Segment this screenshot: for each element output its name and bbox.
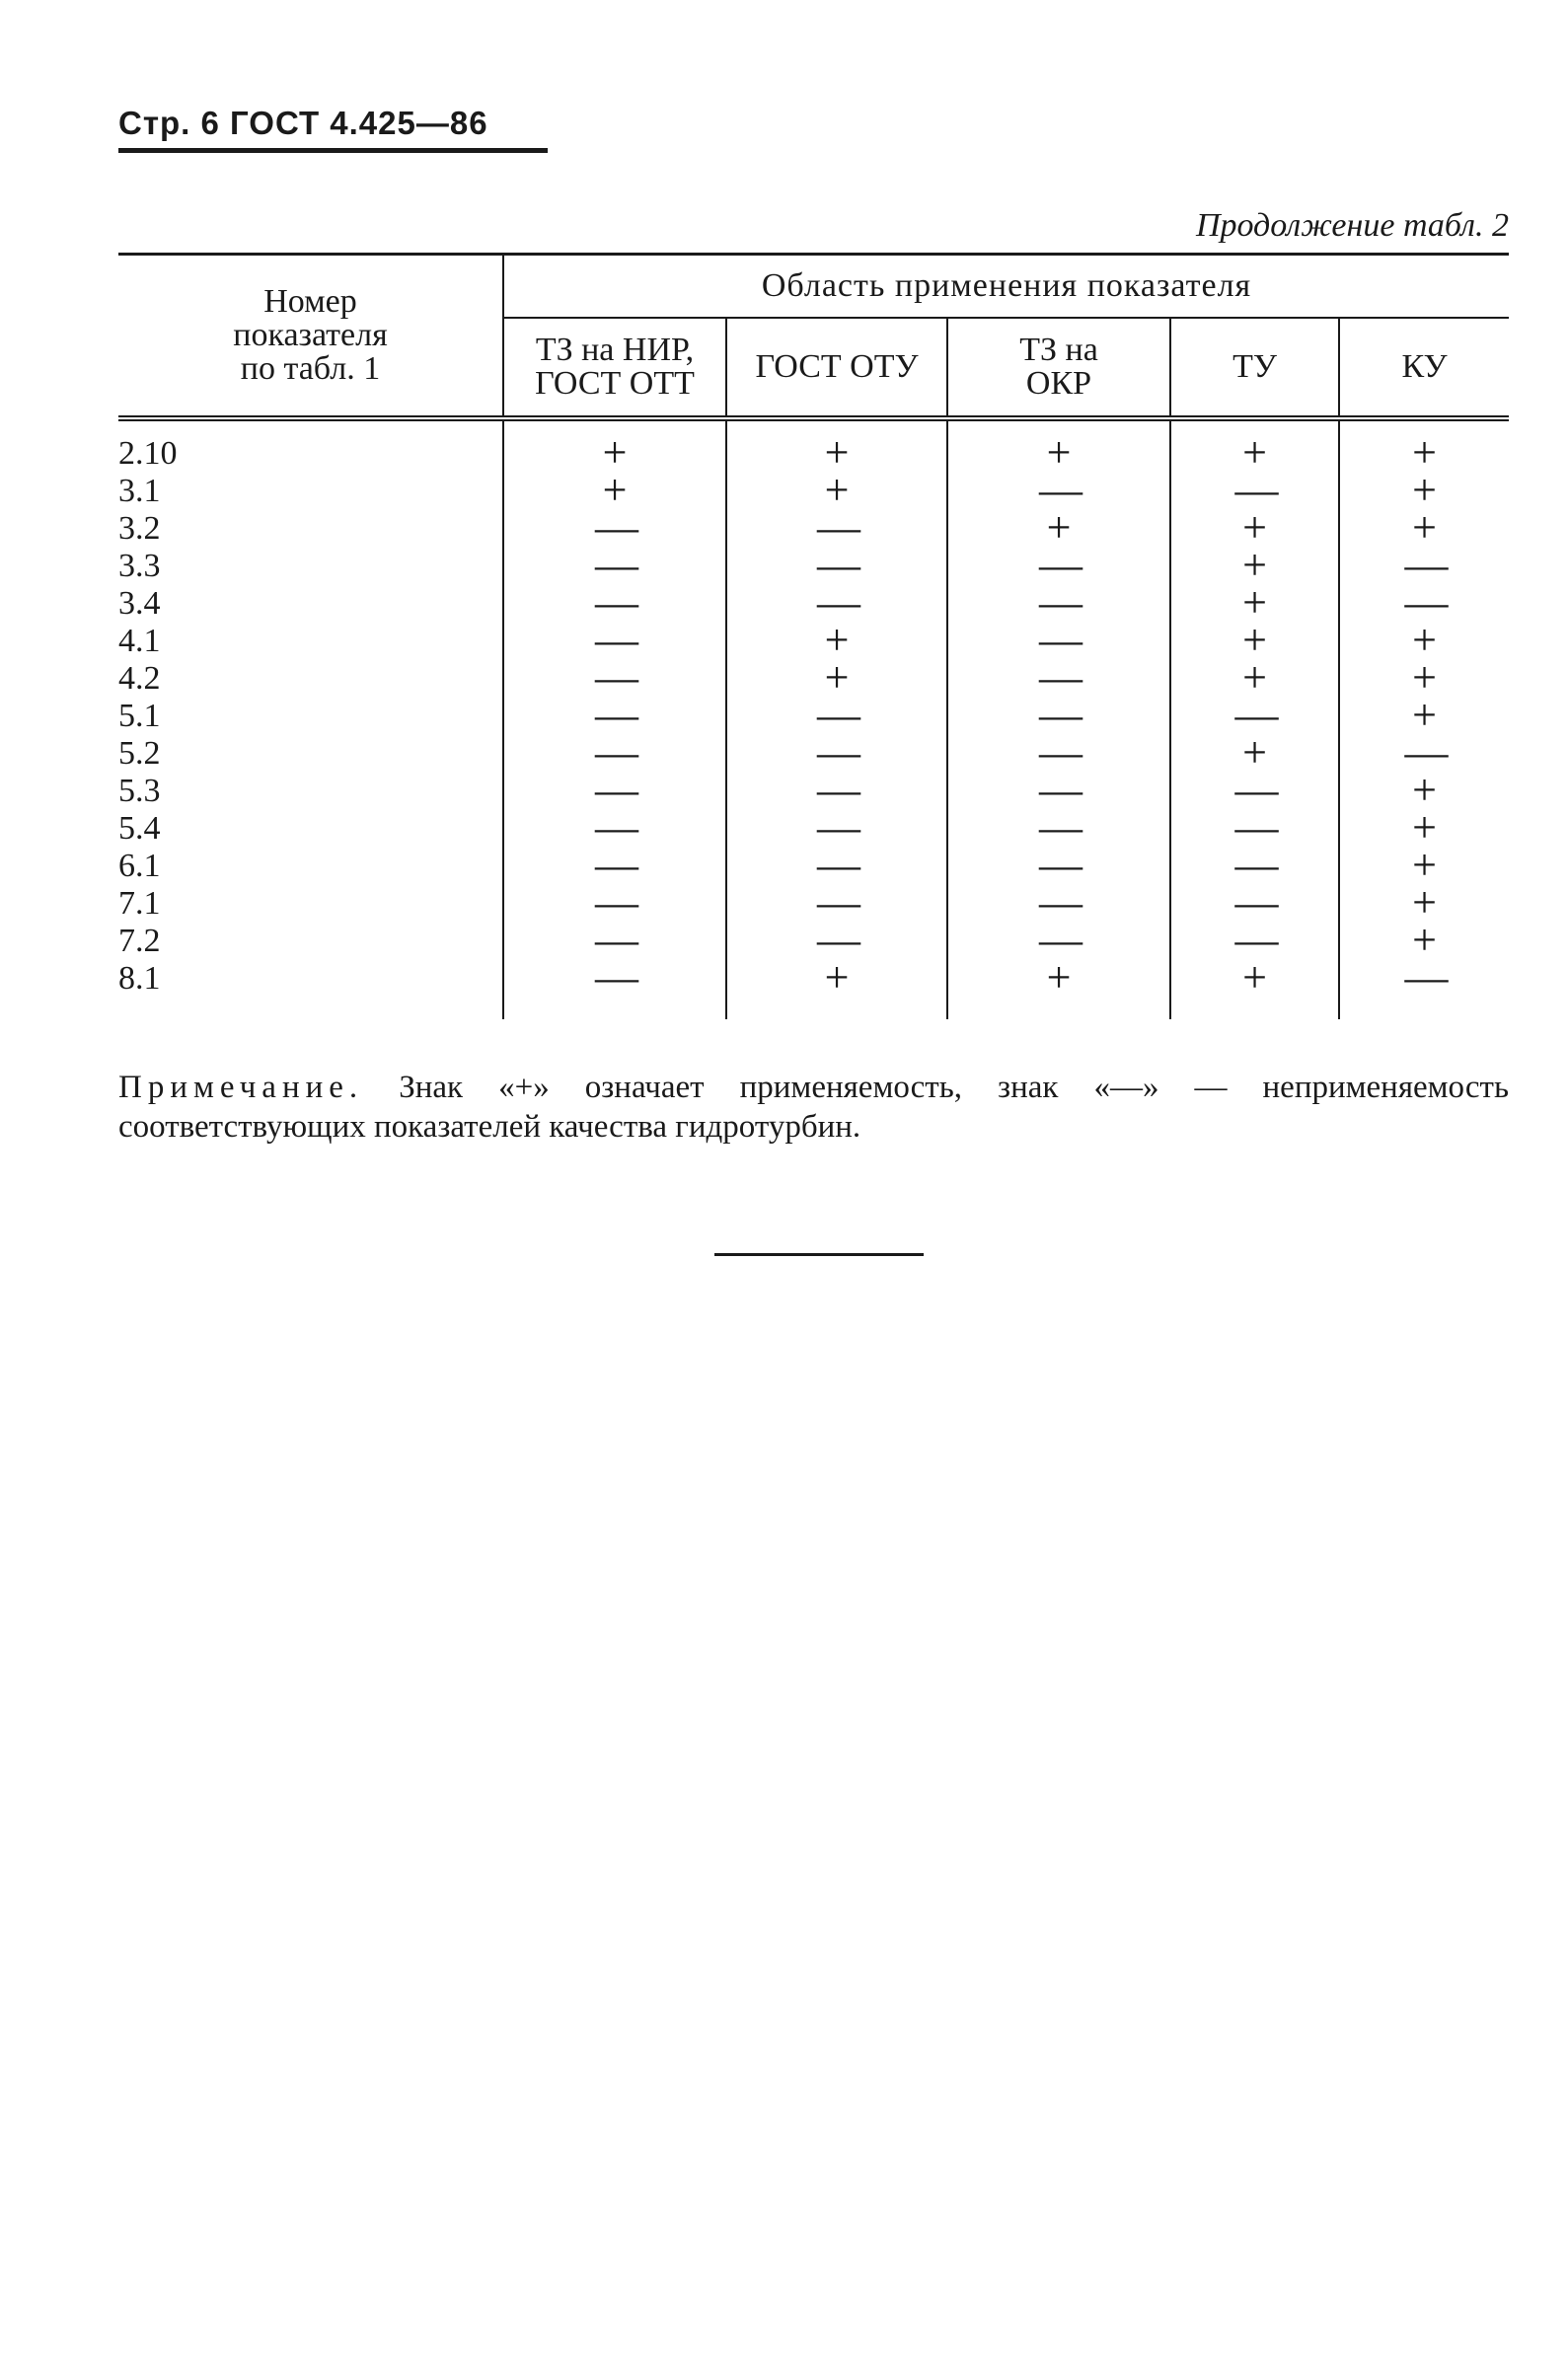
header-line: ГОСТ ОТУ bbox=[755, 348, 919, 385]
table-row bbox=[118, 698, 1509, 735]
applicability-sign: + bbox=[602, 466, 628, 514]
applicability-cell bbox=[1170, 953, 1339, 1019]
applicability-sign: — bbox=[1039, 691, 1083, 739]
applicability-sign: — bbox=[1404, 541, 1449, 589]
applicability-sign: — bbox=[595, 616, 638, 664]
applicability-sign: — bbox=[1039, 466, 1083, 514]
applicability-sign: — bbox=[595, 766, 638, 814]
applicability-sign: — bbox=[595, 803, 638, 852]
applicability-sign: — bbox=[1234, 878, 1279, 927]
applicability-sign: — bbox=[817, 766, 860, 814]
applicability-cell bbox=[947, 953, 1170, 1019]
indicator-number: 3.1 bbox=[118, 473, 503, 510]
applicability-sign: + bbox=[1412, 803, 1437, 852]
applicability-sign: + bbox=[1412, 766, 1437, 814]
applicability-sign: + bbox=[1412, 428, 1437, 477]
applicability-sign: — bbox=[1234, 803, 1279, 852]
indicator-number: 6.1 bbox=[118, 848, 503, 885]
table-row bbox=[118, 923, 1509, 960]
indicator-number: 3.4 bbox=[118, 585, 503, 623]
table-row bbox=[118, 848, 1509, 885]
indicator-number: 2.10 bbox=[118, 418, 503, 473]
applicability-sign: + bbox=[1046, 503, 1072, 552]
applicability-cell bbox=[1339, 953, 1509, 1019]
column-header-ku bbox=[1339, 318, 1509, 418]
header-line: КУ bbox=[1401, 348, 1448, 385]
table-row bbox=[118, 773, 1509, 810]
applicability-sign: — bbox=[595, 541, 638, 589]
indicator-number: 5.2 bbox=[118, 735, 503, 773]
applicability-sign: + bbox=[1412, 616, 1437, 664]
applicability-cell bbox=[947, 418, 1170, 477]
applicability-sign: + bbox=[1412, 841, 1437, 889]
applicability-sign: — bbox=[1234, 466, 1279, 514]
indicator-number: 3.3 bbox=[118, 548, 503, 585]
indicator-table bbox=[118, 253, 1509, 1019]
applicability-cell bbox=[726, 953, 947, 1019]
application-area-header: Область применения показателя bbox=[503, 255, 1509, 319]
applicability-sign: + bbox=[824, 616, 850, 664]
applicability-sign: + bbox=[1412, 503, 1437, 552]
applicability-sign: — bbox=[1039, 728, 1083, 777]
applicability-sign: + bbox=[1242, 653, 1267, 702]
applicability-sign: + bbox=[1412, 916, 1437, 964]
header-line: ТУ bbox=[1232, 348, 1277, 385]
applicability-sign: + bbox=[1046, 428, 1072, 477]
applicability-sign: — bbox=[1039, 803, 1083, 852]
applicability-sign: — bbox=[1039, 841, 1083, 889]
applicability-sign: — bbox=[1039, 766, 1083, 814]
applicability-sign: — bbox=[595, 916, 638, 964]
note bbox=[118, 1068, 1509, 1147]
applicability-sign: + bbox=[1412, 878, 1437, 927]
applicability-sign: + bbox=[1242, 503, 1267, 552]
applicability-sign: + bbox=[1412, 653, 1437, 702]
applicability-sign: + bbox=[602, 428, 628, 477]
indicator-number: 5.4 bbox=[118, 810, 503, 848]
applicability-sign: + bbox=[824, 953, 850, 1002]
applicability-sign: — bbox=[1039, 616, 1083, 664]
header-line: ТЗ на bbox=[1019, 332, 1098, 368]
end-rule bbox=[714, 1253, 924, 1256]
applicability-sign: + bbox=[1242, 953, 1267, 1002]
indicator-number: 4.2 bbox=[118, 660, 503, 698]
applicability-sign: — bbox=[817, 803, 860, 852]
header-line: ТЗ на НИР, bbox=[535, 332, 695, 368]
applicability-sign: — bbox=[817, 841, 860, 889]
header-line: показателя bbox=[233, 317, 388, 353]
note-text: Знак «+» означает применяемость, знак «—» — неприменяемость соответствующих показателей качества гидротурбин. bbox=[118, 1070, 1509, 1145]
table-row bbox=[118, 810, 1509, 848]
column-header-tz-okr bbox=[947, 318, 1170, 418]
applicability-sign: + bbox=[1046, 953, 1072, 1002]
applicability-sign: — bbox=[1039, 541, 1083, 589]
applicability-cell bbox=[726, 418, 947, 477]
applicability-sign: + bbox=[1412, 466, 1437, 514]
applicability-cell bbox=[1339, 418, 1509, 477]
applicability-sign: — bbox=[1234, 841, 1279, 889]
column-header-tz-nir bbox=[503, 318, 726, 418]
applicability-sign: — bbox=[1039, 878, 1083, 927]
applicability-sign: — bbox=[1234, 691, 1279, 739]
applicability-sign: — bbox=[595, 953, 638, 1002]
table-row bbox=[118, 623, 1509, 660]
applicability-sign: + bbox=[1242, 428, 1267, 477]
applicability-sign: — bbox=[595, 578, 638, 627]
applicability-sign: — bbox=[595, 503, 638, 552]
applicability-sign: — bbox=[1404, 578, 1449, 627]
applicability-sign: — bbox=[817, 728, 860, 777]
applicability-sign: + bbox=[1242, 616, 1267, 664]
applicability-sign: — bbox=[1039, 578, 1083, 627]
applicability-sign: — bbox=[817, 878, 860, 927]
page-header: Стр. 6 ГОСТ 4.425—86 bbox=[118, 105, 488, 141]
note-title: Примечание. bbox=[118, 1070, 364, 1105]
header-line: по табл. 1 bbox=[240, 350, 381, 387]
continuation-label: Продолжение табл. 2 bbox=[1195, 207, 1509, 244]
indicator-number: 8.1 bbox=[118, 960, 503, 1019]
applicability-sign: — bbox=[595, 653, 638, 702]
table-row bbox=[118, 510, 1509, 548]
applicability-sign: — bbox=[1404, 728, 1449, 777]
indicator-number: 4.1 bbox=[118, 623, 503, 660]
applicability-sign: + bbox=[1412, 691, 1437, 739]
table-row bbox=[118, 885, 1509, 923]
header-rule bbox=[118, 148, 548, 153]
header-line: ГОСТ ОТТ bbox=[535, 365, 695, 402]
applicability-sign: — bbox=[595, 878, 638, 927]
applicability-sign: — bbox=[595, 841, 638, 889]
applicability-sign: — bbox=[817, 916, 860, 964]
applicability-sign: + bbox=[824, 653, 850, 702]
applicability-sign: + bbox=[824, 428, 850, 477]
applicability-sign: — bbox=[595, 691, 638, 739]
table-row bbox=[118, 585, 1509, 623]
applicability-sign: + bbox=[1242, 541, 1267, 589]
applicability-sign: — bbox=[817, 578, 860, 627]
column-header-gost-otu bbox=[726, 318, 947, 418]
table-row bbox=[118, 960, 1509, 1019]
indicator-number: 5.3 bbox=[118, 773, 503, 810]
applicability-sign: — bbox=[1039, 916, 1083, 964]
applicability-sign: + bbox=[1242, 578, 1267, 627]
applicability-sign: + bbox=[1242, 728, 1267, 777]
indicator-number: 5.1 bbox=[118, 698, 503, 735]
applicability-sign: — bbox=[817, 503, 860, 552]
applicability-sign: — bbox=[1234, 766, 1279, 814]
table-row bbox=[118, 473, 1509, 510]
indicator-number: 7.2 bbox=[118, 923, 503, 960]
applicability-sign: + bbox=[824, 466, 850, 514]
applicability-sign: — bbox=[1234, 916, 1279, 964]
table-row bbox=[118, 548, 1509, 585]
indicator-number: 7.1 bbox=[118, 885, 503, 923]
column-header-tu bbox=[1170, 318, 1339, 418]
indicator-number-header bbox=[118, 255, 503, 419]
header-line: Номер bbox=[263, 283, 357, 320]
applicability-sign: — bbox=[1404, 953, 1449, 1002]
applicability-sign: — bbox=[817, 541, 860, 589]
applicability-sign: — bbox=[595, 728, 638, 777]
applicability-sign: — bbox=[1039, 653, 1083, 702]
table-row bbox=[118, 418, 1509, 473]
header-line: ОКР bbox=[1025, 365, 1092, 402]
applicability-cell bbox=[503, 418, 726, 477]
applicability-cell bbox=[503, 953, 726, 1019]
table-row bbox=[118, 735, 1509, 773]
indicator-number: 3.2 bbox=[118, 510, 503, 548]
table-row bbox=[118, 660, 1509, 698]
applicability-sign: — bbox=[817, 691, 860, 739]
table-body bbox=[118, 418, 1509, 1019]
applicability-cell bbox=[1170, 418, 1339, 477]
